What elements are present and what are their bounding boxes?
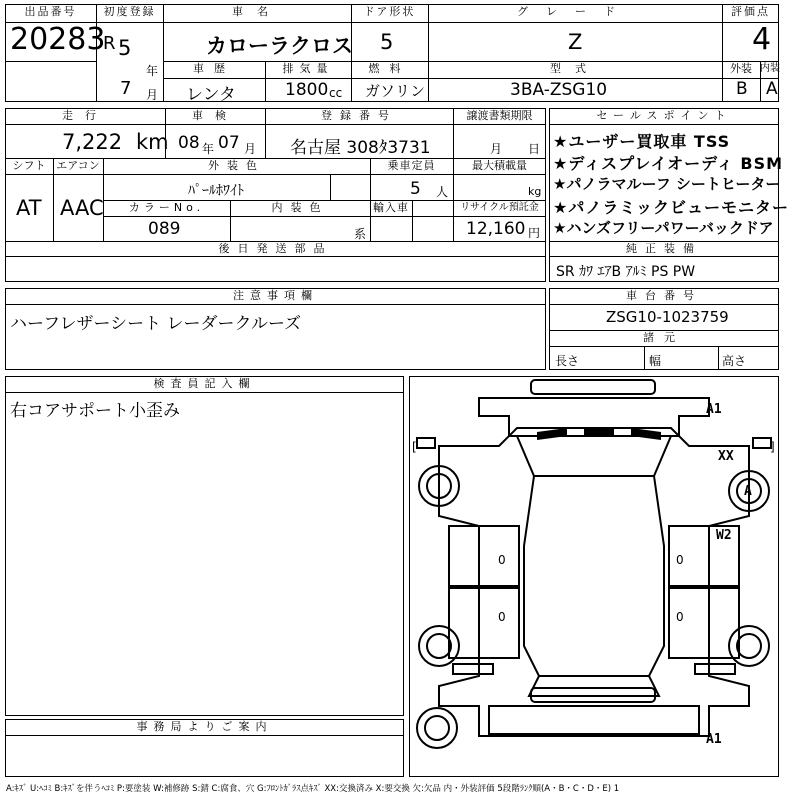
- aircon-value: AAC: [60, 196, 104, 220]
- import-label: 輸入車: [373, 201, 409, 214]
- color-number: 089: [148, 219, 181, 239]
- damage-mark-right-front-wheel: A: [744, 484, 752, 499]
- car-name-label: 車名: [232, 5, 282, 18]
- exterior-grade: B: [736, 79, 748, 99]
- inspector-block: [5, 376, 404, 716]
- front-bumper: [531, 380, 655, 394]
- color-number-label: カラーNo.: [128, 201, 205, 214]
- transfer-deadline-label: 譲渡書類期限: [466, 109, 533, 122]
- equipment-label: 純正装備: [626, 242, 702, 255]
- wheel-rear-left: [419, 626, 459, 666]
- left-front-door: [449, 526, 519, 586]
- damage-mark-rear-bumper: A1: [706, 732, 722, 747]
- cc-unit: cc: [329, 86, 343, 100]
- reg-era: R: [103, 33, 116, 54]
- chassis-number: ZSG10-1023759: [606, 308, 729, 326]
- left-bracket: [: [412, 440, 417, 454]
- exterior-color: ﾊﾟｰﾙﾎﾜｲﾄ: [188, 183, 244, 199]
- height-label: 高さ: [722, 354, 747, 368]
- grade-label: グレード: [517, 5, 633, 18]
- recycle-label: リサイクル預託金: [460, 202, 539, 213]
- interior-grade: A: [766, 79, 778, 99]
- chassis-number-label: 車台番号: [626, 289, 702, 302]
- history-label: 車歴: [193, 62, 235, 75]
- reg-year: 5: [118, 36, 132, 60]
- fuel-label: 燃料: [368, 62, 411, 75]
- car-diagram: [409, 376, 779, 777]
- left-mirror: [417, 438, 435, 448]
- wheel-rear-right: [729, 626, 769, 666]
- transfer-day-unit: 日: [528, 142, 541, 156]
- plate-number: 名古屋 308ﾀ3731: [290, 138, 431, 158]
- capacity-value: 5: [410, 179, 421, 199]
- sales-point-5: ★ハンズフリーパワーバックドア: [553, 219, 774, 237]
- roof: [524, 476, 664, 676]
- inspection-month: 07: [218, 133, 240, 153]
- kei-unit: 系: [354, 227, 367, 241]
- lower-sill-left: [453, 664, 493, 674]
- exterior-label: 外装: [730, 62, 752, 75]
- notes-value: ハーフレザーシート レーダークルーズ: [10, 314, 302, 334]
- first-registration-label: 初度登録: [103, 5, 156, 18]
- lot-number-label: 出品番号: [24, 5, 77, 18]
- history-value: レンタ: [186, 85, 236, 105]
- right-mirror: [753, 438, 771, 448]
- shift-value: AT: [16, 196, 42, 220]
- windshield: [517, 436, 671, 476]
- shift-label: シフト: [12, 159, 46, 172]
- tailgate: [489, 706, 699, 734]
- notes-label: 注意事項欄: [233, 289, 318, 302]
- capacity-label: 乗車定員: [387, 159, 436, 172]
- mileage-label: 走行: [62, 109, 108, 122]
- body-outline: [439, 428, 749, 736]
- door-zero-2: 0: [498, 610, 506, 624]
- model-code: 3BA-ZSG10: [510, 80, 608, 100]
- km-unit: km: [136, 130, 169, 154]
- rear-window: [529, 676, 659, 696]
- yen-unit: 円: [528, 226, 541, 240]
- damage-mark-right-front-fender: XX: [718, 449, 734, 464]
- max-load-label: 最大積載量: [472, 159, 527, 172]
- sales-points-label: セールスポイント: [596, 109, 732, 122]
- sales-point-4: ★パノラミックビューモニター: [553, 198, 790, 217]
- year-unit: 年: [146, 64, 159, 78]
- grade-value: Z: [568, 30, 583, 54]
- right-bracket: ]: [770, 440, 775, 454]
- length-label: 長さ: [555, 354, 580, 368]
- interior-label: 内装: [760, 63, 780, 74]
- score-value: 4: [752, 22, 772, 57]
- office-notice-label: 事務局よりご案内: [136, 720, 273, 733]
- inspection-month-unit: 月: [244, 142, 257, 156]
- exterior-color-label: 外装色: [208, 159, 265, 172]
- spare-wheel: [417, 708, 457, 748]
- reg-month: 7: [120, 78, 132, 99]
- month-unit: 月: [146, 88, 159, 102]
- door-count: 5: [380, 30, 394, 54]
- inspection-label: 車検: [192, 109, 238, 122]
- transfer-month-unit: 月: [490, 142, 503, 156]
- lower-sill-right: [695, 664, 735, 674]
- sales-point-2: ★ディスプレイオーディ BSM: [553, 154, 784, 173]
- sales-point-1: ★ユーザー買取車 TSS: [553, 132, 731, 151]
- recycle-fee: 12,160: [466, 219, 526, 239]
- fuel-value: ガソリン: [365, 82, 426, 100]
- displacement-label: 排気量: [282, 62, 334, 75]
- lot-number: 20283: [10, 22, 106, 57]
- inspector-notes-label: 検査員記入欄: [153, 377, 256, 390]
- plate-label: 登録番号: [321, 109, 397, 122]
- car-name: カローラクロス: [206, 34, 353, 58]
- interior-color-label: 内装色: [271, 201, 329, 214]
- sales-point-3: ★パノラマルーフ シートヒーター: [553, 175, 781, 193]
- door-type-label: ドア形状: [363, 5, 416, 18]
- damage-mark-front-bumper: A1: [706, 402, 722, 417]
- inspection-year: 08: [178, 133, 200, 153]
- door-zero-4: 0: [676, 610, 684, 624]
- later-parts-label: 後日発送部品: [218, 242, 333, 255]
- inspection-year-unit: 年: [202, 142, 215, 156]
- kg-unit: kg: [528, 185, 542, 198]
- width-label: 幅: [649, 354, 662, 368]
- inspector-notes-value: 右コアサポート小歪み: [10, 401, 180, 421]
- person-unit: 人: [436, 185, 449, 199]
- displacement-value: 1800: [285, 80, 329, 100]
- mileage-value: 7,222: [62, 130, 123, 154]
- door-zero-3: 0: [676, 553, 684, 567]
- equipment-value: SR ｶﾜ ｴｱB ｱﾙﾐ PS PW: [556, 264, 696, 280]
- specs-label: 諸元: [643, 331, 685, 344]
- aircon-label: エアコン: [56, 159, 100, 172]
- door-zero-1: 0: [498, 553, 506, 567]
- score-label: 評価点: [731, 5, 770, 18]
- model-code-label: 型式: [550, 62, 600, 75]
- damage-mark-right-front-door: W2: [716, 528, 732, 543]
- legend-text: A:ｷｽﾞ U:ﾍｺﾐ B:ｷｽﾞを伴うﾍｺﾐ P:要塗装 W:補修跡 S:錆 C:腐食、穴 G:ﾌﾛﾝﾄｶﾞﾗｽ点ｷｽﾞ XX:交換済み X:要交換 欠:欠品 内・外装評価 5段階ﾗﾝｸ順(A・B・C・D・E) 1: [6, 784, 620, 794]
